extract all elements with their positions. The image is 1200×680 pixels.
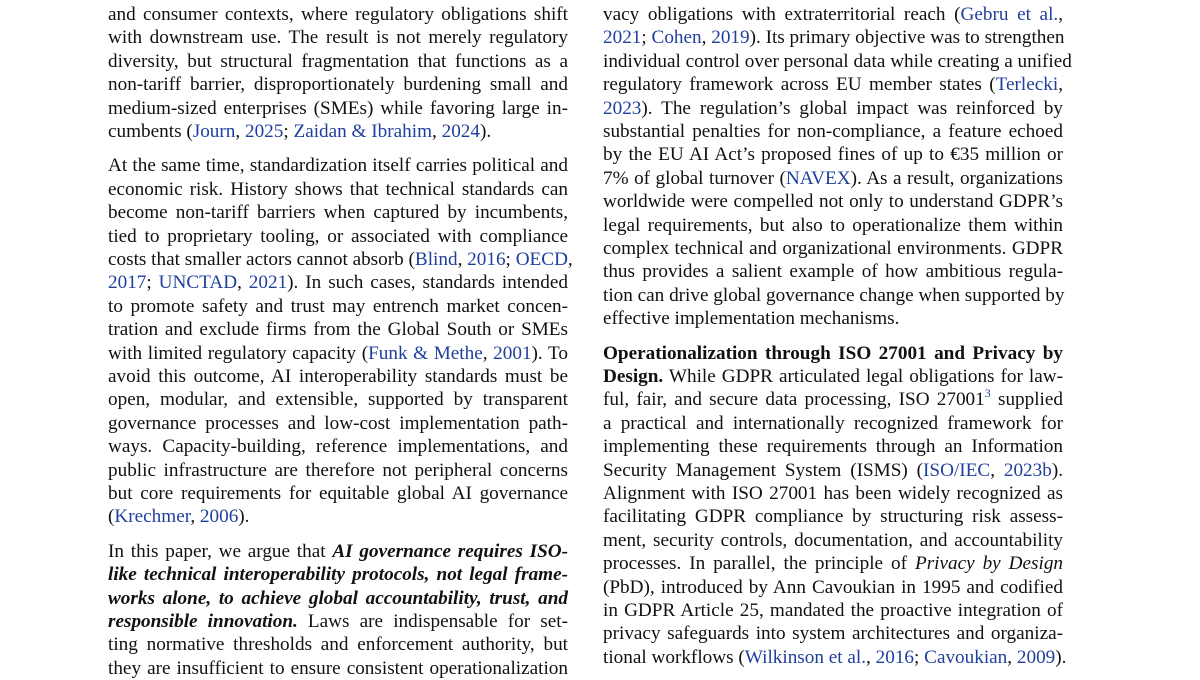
body-text: by the EU AI Act’s proposed fines of up to €35 million or bbox=[603, 144, 1063, 166]
text-line bbox=[108, 482, 568, 505]
body-text: , bbox=[482, 342, 494, 364]
body-text: ment, security controls, documentation, and accountability bbox=[603, 529, 1063, 551]
body-text: , bbox=[866, 646, 876, 668]
citation-link[interactable]: Cohen bbox=[651, 27, 702, 49]
text-line bbox=[108, 225, 568, 248]
citation-link[interactable]: Funk & Methe bbox=[368, 342, 483, 364]
text-line bbox=[603, 3, 1063, 26]
text-line bbox=[603, 342, 1063, 365]
text-line bbox=[108, 120, 568, 143]
paragraph-heading: Operationalization through ISO 27001 and Privacy by bbox=[603, 342, 1063, 364]
body-text: , bbox=[990, 459, 1004, 481]
body-text: ways. Capacity-building, reference implementations, and bbox=[108, 436, 568, 458]
text-line bbox=[108, 3, 568, 26]
citation-link[interactable]: Wilkinson et al. bbox=[744, 646, 867, 668]
body-text: , bbox=[1058, 74, 1063, 96]
body-text: and consumer contexts, where regulatory obligations shift bbox=[108, 4, 568, 25]
text-line bbox=[603, 260, 1063, 283]
body-text: ; bbox=[283, 121, 294, 142]
body-text: ; bbox=[146, 272, 159, 294]
citation-link[interactable]: 2001 bbox=[493, 342, 532, 364]
emphasis-text: works alone, to achieve global accountability, trust, and bbox=[108, 587, 568, 609]
text-line bbox=[108, 178, 568, 201]
text-line bbox=[108, 248, 573, 271]
citation-link[interactable]: 2006 bbox=[199, 506, 239, 528]
body-text: , bbox=[235, 121, 245, 142]
body-text: avoid this outcome, AI interoperability standards must be bbox=[108, 366, 568, 387]
body-text: Laws are indispensable for set- bbox=[297, 611, 568, 632]
body-text: vacy obligations with extraterritorial reach ( bbox=[603, 4, 961, 25]
body-text: cumbents ( bbox=[108, 121, 193, 142]
emphasis-text: AI governance requires ISO- bbox=[332, 540, 568, 562]
body-text: ; bbox=[641, 27, 652, 49]
citation-link[interactable]: UNCTAD bbox=[158, 272, 238, 294]
text-line bbox=[603, 190, 1063, 213]
body-text: open, modular, and extensible, supported by transparent bbox=[108, 389, 568, 411]
text-line bbox=[603, 599, 1063, 622]
body-text: ). In such cases, standards intended bbox=[287, 272, 568, 294]
citation-link[interactable]: 2017 bbox=[108, 272, 147, 294]
body-text: ). To bbox=[531, 342, 568, 364]
body-text: costs that smaller actors cannot absorb ( bbox=[108, 249, 415, 270]
body-text: Security Management System (ISMS) ( bbox=[603, 459, 924, 481]
text-line bbox=[603, 622, 1063, 645]
body-text: diversity, but structural fragmentation that functions as a bbox=[108, 50, 568, 72]
text-line bbox=[603, 97, 1063, 120]
body-text: ). The regulation’s global impact was reinforced by bbox=[641, 97, 1063, 119]
body-text: tion can drive global governance change when supported by bbox=[603, 284, 1065, 306]
citation-link[interactable]: Krechmer bbox=[114, 506, 191, 528]
text-line bbox=[108, 435, 568, 458]
body-text: effective implementation mechanisms. bbox=[603, 308, 900, 330]
text-line bbox=[603, 459, 1063, 482]
text-line bbox=[603, 365, 1063, 388]
text-line bbox=[603, 120, 1063, 143]
body-text: , bbox=[1058, 4, 1064, 25]
citation-link[interactable]: 2016 bbox=[875, 646, 914, 668]
citation-link[interactable]: 2021 bbox=[603, 27, 642, 49]
text-line bbox=[603, 576, 1063, 599]
body-text: medium-sized enterprises (SMEs) while favoring large in- bbox=[108, 97, 568, 119]
body-text: processes. In parallel, the principle of bbox=[603, 553, 915, 575]
citation-link[interactable]: Journ bbox=[192, 121, 236, 142]
citation-link[interactable]: ISO/IEC bbox=[923, 459, 991, 481]
text-line bbox=[108, 657, 568, 680]
citation-link[interactable]: 2023 bbox=[603, 97, 642, 119]
citation-link[interactable]: Cavoukian bbox=[924, 646, 1008, 668]
body-text: in GDPR Article 25, mandated the proactive integration of bbox=[603, 600, 1063, 621]
text-line bbox=[603, 50, 1072, 73]
text-line bbox=[108, 201, 568, 224]
body-text: ( bbox=[108, 506, 115, 528]
body-text: they are insufficient to ensure consistent operationalization bbox=[108, 657, 568, 679]
body-text: thus provides a salient example of how ambitious regula- bbox=[603, 261, 1063, 283]
body-text: ). bbox=[238, 506, 250, 528]
italic-term: Privacy by Design bbox=[914, 553, 1064, 575]
text-line bbox=[603, 26, 1063, 49]
text-line bbox=[108, 342, 568, 365]
text-line bbox=[108, 295, 568, 318]
body-text: regulatory framework across EU member states ( bbox=[603, 74, 996, 96]
body-text: ; bbox=[505, 249, 516, 270]
body-text: Alignment with ISO 27001 has been widely recognized as bbox=[603, 483, 1063, 504]
emphasis-text: like technical interoperability protocols, not legal frame- bbox=[108, 564, 568, 586]
body-text: privacy safeguards into system architectures and organiza- bbox=[603, 623, 1063, 645]
body-text: At the same time, standardization itself carries political and bbox=[108, 155, 568, 177]
body-text: ). bbox=[1055, 646, 1067, 668]
text-line bbox=[603, 552, 1063, 575]
text-line bbox=[603, 167, 1063, 190]
text-line bbox=[108, 271, 568, 294]
body-text: facilitating GDPR compliance by structuring risk assess- bbox=[603, 506, 1063, 528]
text-line bbox=[603, 529, 1063, 552]
text-line bbox=[603, 214, 1063, 237]
text-line bbox=[603, 307, 1063, 330]
citation-link[interactable]: 2021 bbox=[248, 272, 288, 294]
text-line bbox=[108, 505, 568, 528]
body-text: , bbox=[701, 27, 712, 49]
body-text: public infrastructure are therefore not peripheral concerns bbox=[108, 459, 568, 481]
citation-link[interactable]: Zaidan & Ibrahim bbox=[293, 121, 433, 142]
body-text: legal requirements, but also to operationalize them within bbox=[603, 214, 1063, 236]
body-text: ). Its primary objective was to strengthen bbox=[749, 27, 1065, 49]
paragraph-heading: Design. bbox=[603, 366, 664, 387]
citation-link[interactable]: 2024 bbox=[441, 121, 480, 142]
text-line bbox=[108, 50, 568, 73]
body-text: with limited regulatory capacity ( bbox=[108, 342, 369, 364]
citation-link[interactable]: NAVEX bbox=[785, 167, 851, 189]
text-line bbox=[108, 633, 568, 656]
text-line bbox=[108, 365, 568, 388]
body-text: governance processes and low-cost implementation path- bbox=[108, 412, 568, 434]
body-text: , bbox=[237, 272, 249, 294]
text-line bbox=[108, 73, 568, 96]
text-line bbox=[603, 412, 1063, 435]
body-text: , bbox=[432, 121, 442, 142]
text-line bbox=[108, 610, 568, 633]
citation-link[interactable]: 2019 bbox=[711, 27, 750, 49]
citation-link[interactable]: Blind bbox=[414, 249, 458, 270]
body-text: , bbox=[190, 506, 200, 528]
body-text: 7% of global turnover ( bbox=[603, 167, 786, 189]
citation-link[interactable]: 2009 bbox=[1016, 646, 1056, 668]
body-text: In this paper, we argue that bbox=[108, 540, 333, 562]
body-text: supplied bbox=[990, 389, 1063, 411]
body-text: ). As a result, organizations bbox=[850, 167, 1063, 189]
body-text: tied to proprietary tooling, or associated with compliance bbox=[108, 225, 568, 247]
text-line bbox=[108, 318, 568, 341]
text-line bbox=[603, 646, 1067, 669]
body-text: worldwide were compelled not only to understand GDPR’s bbox=[603, 191, 1063, 213]
body-text: tional workflows ( bbox=[603, 646, 745, 668]
body-text: (PbD), introduced by Ann Cavoukian in 1995 and codified bbox=[603, 576, 1063, 598]
text-line bbox=[603, 237, 1063, 260]
citation-link[interactable]: OECD bbox=[515, 249, 568, 270]
body-text: complex technical and organizational environments. GDPR bbox=[603, 238, 1063, 259]
citation-link[interactable]: Terlecki bbox=[995, 74, 1059, 96]
text-line bbox=[108, 97, 568, 120]
body-text: , bbox=[457, 249, 468, 270]
text-line bbox=[108, 388, 568, 411]
body-text: a practical and internationally recognized framework for bbox=[603, 412, 1063, 434]
text-line bbox=[108, 587, 568, 610]
text-line bbox=[603, 284, 1063, 307]
body-text: ). bbox=[1051, 459, 1064, 481]
body-text: with downstream use. The result is not merely regulatory bbox=[108, 27, 568, 49]
body-text: become non-tariff barriers when captured by incumbents, bbox=[108, 202, 568, 224]
emphasis-text: responsible innovation. bbox=[108, 611, 298, 632]
text-line bbox=[603, 73, 1063, 96]
footnote-marker[interactable]: 3 bbox=[984, 386, 991, 401]
body-text: ful, fair, and secure data processing, ISO 27001 bbox=[603, 389, 985, 411]
body-text: ; bbox=[914, 646, 925, 668]
text-line bbox=[108, 459, 568, 482]
body-text: to promote safety and trust may entrench market concen- bbox=[108, 295, 568, 317]
text-line bbox=[108, 154, 568, 177]
text-line bbox=[108, 563, 568, 586]
body-text: but core requirements for equitable global AI governance bbox=[108, 483, 568, 504]
text-line bbox=[603, 505, 1063, 528]
body-text: individual control over personal data while creating a unified bbox=[603, 50, 1072, 72]
body-text: While GDPR articulated legal obligations for law- bbox=[663, 366, 1063, 387]
citation-link[interactable]: 2023b bbox=[1003, 459, 1052, 481]
body-text: ting normative thresholds and enforcement authority, but bbox=[108, 634, 568, 656]
body-text: non-tariff barrier, disproportionately burdening small and bbox=[108, 74, 568, 96]
citation-link[interactable]: Gebru et al. bbox=[960, 4, 1059, 25]
citation-link[interactable]: 2016 bbox=[467, 249, 506, 270]
text-line bbox=[108, 412, 568, 435]
text-line bbox=[603, 143, 1063, 166]
text-line bbox=[603, 388, 1063, 411]
text-line bbox=[603, 482, 1063, 505]
text-line bbox=[108, 26, 568, 49]
text-line bbox=[603, 435, 1063, 458]
body-text: , bbox=[567, 249, 573, 270]
citation-link[interactable]: 2025 bbox=[244, 121, 284, 142]
body-text: , bbox=[1007, 646, 1017, 668]
body-text: ). bbox=[479, 121, 492, 142]
body-text: implementing these requirements through an Information bbox=[603, 436, 1063, 458]
text-line bbox=[108, 540, 568, 563]
body-text: economic risk. History shows that technical standards can bbox=[108, 178, 568, 200]
body-text: substantial penalties for non-compliance, a feature echoed bbox=[603, 121, 1063, 142]
body-text: tration and exclude firms from the Global South or SMEs bbox=[108, 319, 568, 341]
